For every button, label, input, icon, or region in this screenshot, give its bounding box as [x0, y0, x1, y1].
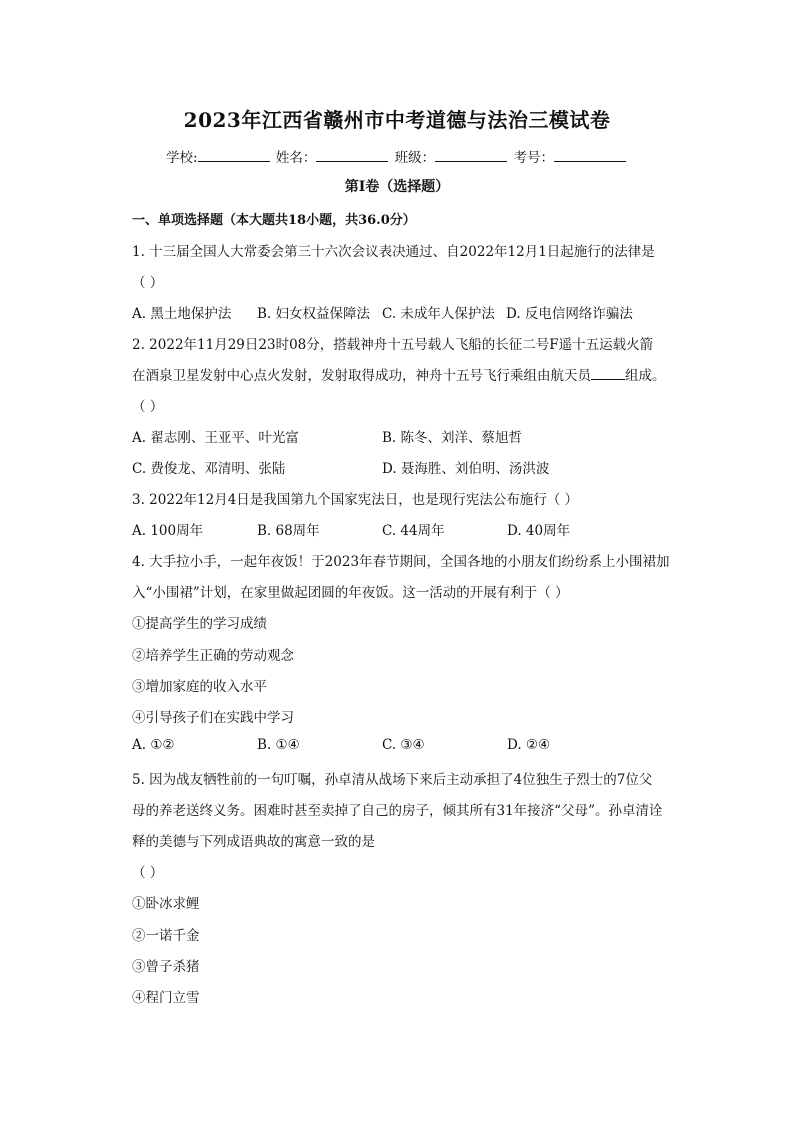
class-label: 班级： — [394, 150, 436, 166]
exam-no-blank[interactable] — [554, 148, 626, 162]
question-2-answer-blank — [591, 367, 625, 380]
question-5-item-3: ③曾子杀猪 — [132, 959, 200, 975]
question-1-option-b: B. 妇女权益保障法 — [257, 306, 371, 322]
question-1-paren: （ ） — [132, 275, 164, 291]
question-5-item-1: ①卧冰求鲤 — [132, 896, 200, 912]
question-2-option-a: A. 翟志刚、王亚平、叶光富 — [132, 430, 299, 446]
name-blank[interactable] — [316, 148, 388, 162]
question-1-option-c: C. 未成年人保护法 — [382, 306, 495, 322]
question-5-paren: （ ） — [132, 865, 164, 881]
question-2-option-c: C. 费俊龙、邓清明、张陆 — [132, 461, 286, 477]
question-5-text-line3: 释的美德与下列成语典故的寓意一致的是 — [132, 834, 375, 850]
question-5-item-2: ②一诺千金 — [132, 928, 200, 944]
school-label: 学校: — [166, 150, 198, 166]
name-label: 姓名： — [275, 150, 317, 166]
question-4-option-d: D. ②④ — [507, 737, 551, 753]
question-4-option-b: B. ①④ — [257, 737, 300, 753]
question-4-text: 4. 大手拉小手，一起年夜饭！于2023年春节期间，全国各地的小朋友们纷纷系上小围裙加 — [132, 554, 670, 570]
exam-no-label: 考号： — [513, 150, 554, 166]
question-4-item-3: ③增加家庭的收入水平 — [132, 679, 267, 695]
question-3-option-b: B. 68周年 — [257, 523, 320, 539]
part-heading: 第I卷（选择题） — [344, 179, 450, 195]
question-2-text-line2b: 组成。 — [625, 368, 666, 384]
question-4-item-4: ④引导孩子们在实践中学习 — [132, 710, 294, 726]
question-4-option-c: C. ③④ — [382, 737, 425, 753]
question-2-text-line2a: 在酒泉卫星发射中心点火发射，发射取得成功，神舟十五号飞行乘组由航天员 — [132, 368, 591, 384]
question-4-item-1: ①提高学生的学习成绩 — [132, 616, 267, 632]
question-5-item-4: ④程门立雪 — [132, 990, 200, 1006]
question-4-text-line2: 入“小围裙”计划，在家里做起团圆的年夜饭。这一活动的开展有利于（ ） — [132, 585, 569, 601]
question-3-text: 3. 2022年12月4日是我国第九个国家宪法日，也是现行宪法公布施行（ ） — [132, 492, 579, 508]
section-heading: 一、单项选择题（本大题共18小题，共36.0分） — [132, 213, 416, 228]
question-2-option-b: B. 陈冬、刘洋、蔡旭哲 — [382, 430, 523, 446]
question-1-option-d: D. 反电信网络诈骗法 — [506, 306, 633, 322]
school-blank[interactable] — [198, 148, 270, 162]
question-5-text: 5. 因为战友牺牲前的一句叮嘱，孙卓清从战场下来后主动承担了4位独生子烈士的7位父 — [132, 772, 653, 788]
question-3-option-c: C. 44周年 — [382, 523, 445, 539]
question-2-option-d: D. 聂海胜、刘伯明、汤洪波 — [382, 461, 550, 477]
question-5-text-line2: 母的养老送终义务。困难时甚至卖掉了自己的房子，倾其所有31年接济“父母”。孙卓清诠 — [132, 803, 663, 819]
question-4-item-2: ②培养学生正确的劳动观念 — [132, 648, 294, 664]
question-2-text: 2. 2022年11月29日23时08分，搭载神舟十五号载人飞船的长征二号F遥十五运载火箭 — [132, 337, 654, 353]
question-3-option-a: A. 100周年 — [132, 523, 204, 539]
student-info-fields — [0, 146, 794, 166]
class-blank[interactable] — [435, 148, 507, 162]
question-3-option-d: D. 40周年 — [507, 523, 571, 539]
page-title: 2023年江西省赣州市中考道德与法治三模试卷 — [183, 108, 611, 132]
question-1-option-a: A. 黑土地保护法 — [132, 306, 232, 322]
question-4-option-a: A. ①② — [132, 737, 175, 753]
question-2-paren: （ ） — [132, 399, 164, 415]
question-1-text: 1. 十三届全国人大常委会第三十六次会议表决通过、自2022年12月1日起施行的法律是 — [132, 244, 655, 260]
question-2-text-line2 — [132, 364, 666, 384]
